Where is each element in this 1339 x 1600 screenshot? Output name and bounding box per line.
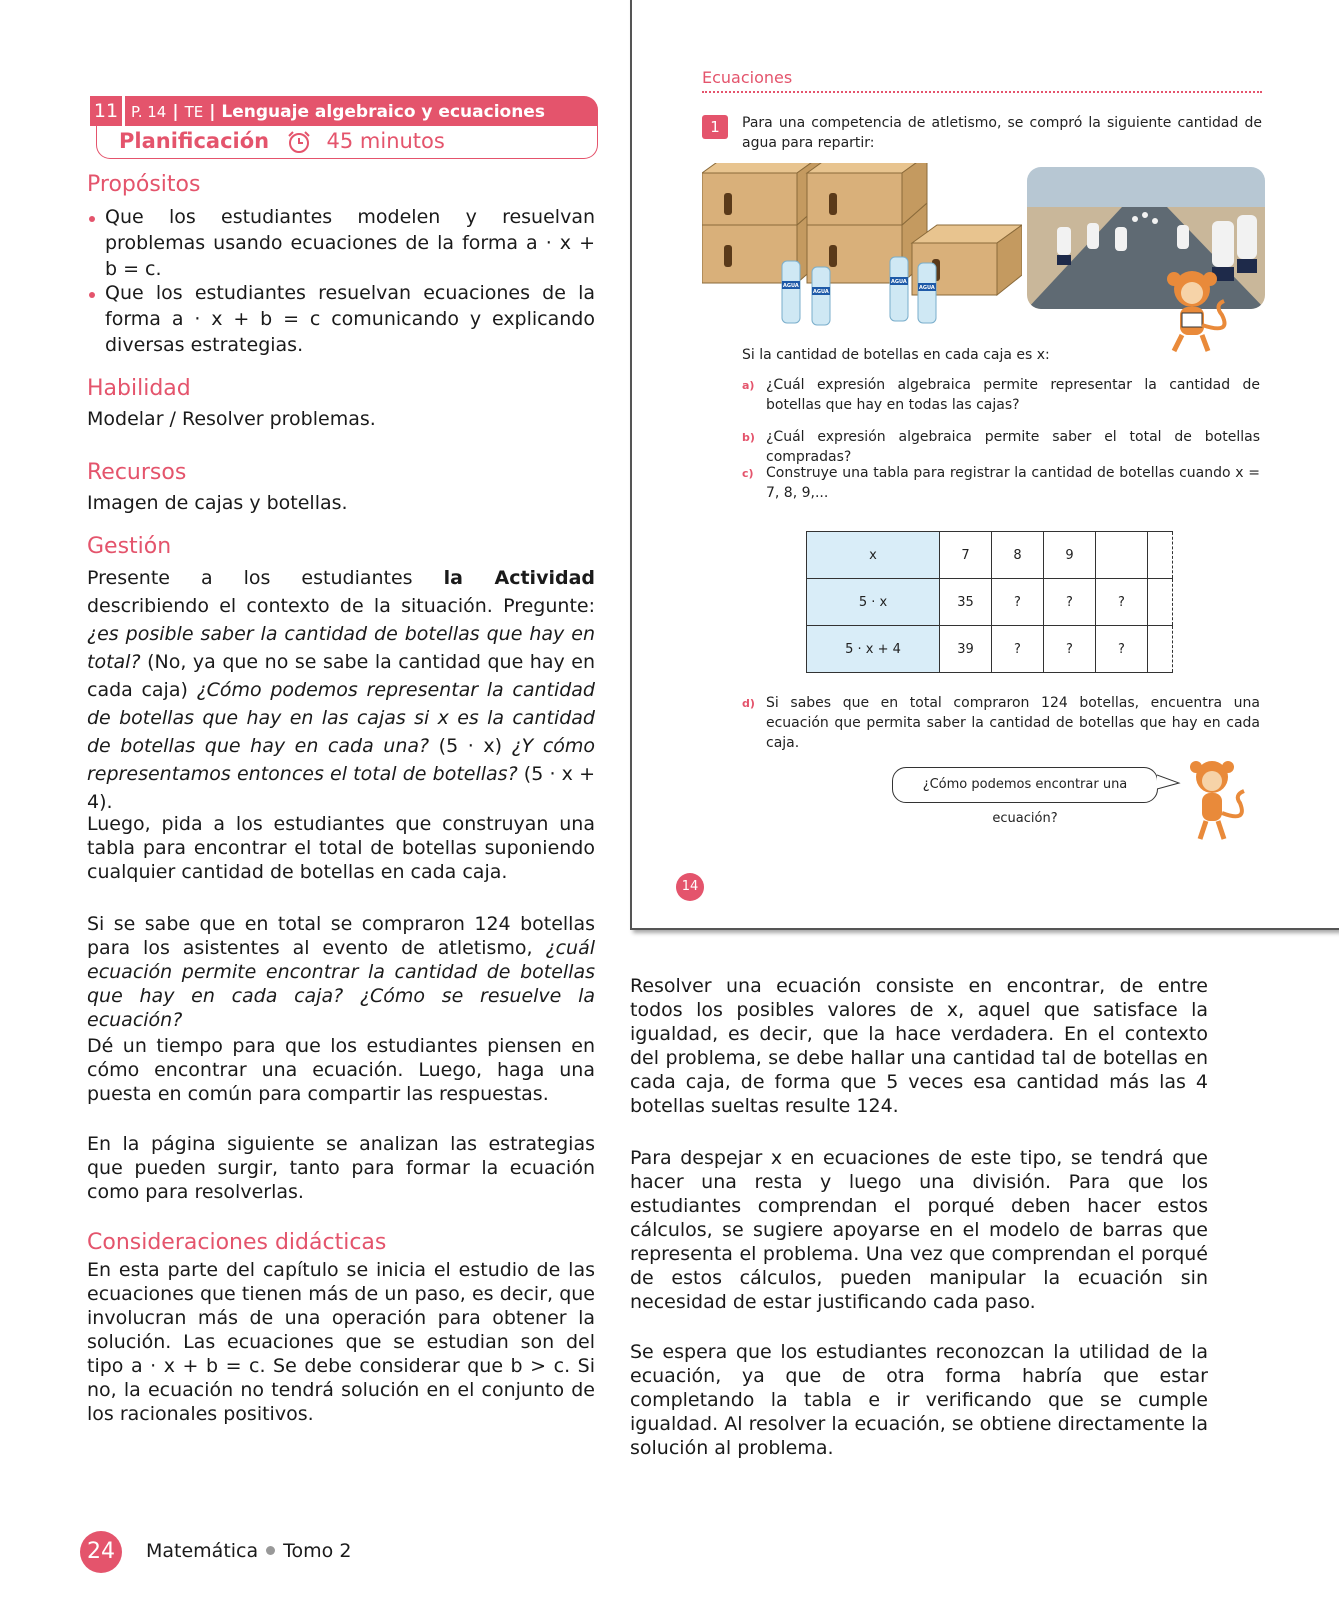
- table-cell: 9: [1044, 532, 1096, 579]
- table-cell: 5 · x: [807, 579, 940, 626]
- gestion-title: Gestión: [87, 534, 172, 559]
- activity-intro: Para una competencia de atletismo, se compró la siguiente cantidad de agua para repartir:: [742, 115, 1262, 151]
- question-c: c) Construye una tabla para registrar la cantidad de botellas cuando x = 7, 8, 9,...: [742, 465, 1260, 501]
- table-cell: [1148, 532, 1173, 579]
- lesson-number: 11: [90, 96, 125, 126]
- gestion-paragraph-2: Luego, pida a los estudiantes que construyan una tabla para encontrar el total de botellas suponiendo cualquier cantidad de botellas en cada caja.: [87, 813, 595, 883]
- lesson-topic: Lenguaje algebraico y ecuaciones: [221, 102, 545, 122]
- bottle-label: AGUA: [783, 283, 799, 289]
- duration: 45 minutos: [326, 129, 445, 153]
- table-cell: ?: [1096, 626, 1148, 673]
- dotted-divider: [702, 91, 1262, 93]
- habilidad-title: Habilidad: [87, 376, 191, 401]
- book-title: Matemática Tomo 2: [146, 1540, 352, 1562]
- table-cell: 39: [940, 626, 992, 673]
- gestion-paragraph-5: En la página siguiente se analizan las estrategias que pueden surgir, tanto para formar la ecuación como para resolverlas.: [87, 1133, 595, 1203]
- student-page-preview: [630, 0, 1339, 930]
- table-cell: 7: [940, 532, 992, 579]
- gestion-paragraph-1: Presente a los estudiantes la Actividad describiendo el contexto de la situación. Pregunte: ¿es posible saber la cantidad de botellas que hay en total? (No, ya que no se sabe la cantidad que hay en cada caja) ¿Cómo podemos representar la cantidad de botellas que hay en las cajas si x es la cantidad de botellas que hay en cada una? (5 · x) ¿Y cómo representamos entonces el total de botellas? (5 · x + 4).: [87, 567, 596, 813]
- lesson-header: [90, 96, 598, 160]
- recursos-title: Recursos: [87, 460, 187, 485]
- table-cell: 8: [992, 532, 1044, 579]
- table-cell: [1148, 626, 1173, 673]
- monkey-mascot-icon: [1152, 265, 1262, 359]
- consideraciones-title: Consideraciones didácticas: [87, 1230, 387, 1255]
- activity-number: 1: [702, 115, 728, 139]
- table-cell: ?: [992, 579, 1044, 626]
- right-paragraph-3: Se espera que los estudiantes reconozcan la utilidad de la ecuación, ya que de otra forma habría que estar completando la tabla e ir verificando que se cumple igualdad. Al resolver la ecuación, se obtiene directamente la solución al problema.: [630, 1341, 1208, 1459]
- right-paragraph-2: Para despejar x en ecuaciones de este tipo, se tendrá que hacer una resta y luego una división. Para que los estudiantes comprendan el porqué deben hacer estos cálculos, se sugiere apoyarse en el modelo de barras que representa el problema. Una vez que comprendan el porqué de estos cálculos, pueden manipular la ecuación sin necesidad de estar justificando cada paso.: [630, 1147, 1208, 1313]
- table-cell: ?: [1044, 626, 1096, 673]
- page-ref: P. 14: [131, 103, 167, 121]
- bottle-label: AGUA: [919, 285, 935, 291]
- gestion-paragraph-3: Si se sabe que en total se compraron 124 botellas para los asistentes al evento de atletismo, ¿cuál ecuación permite encontrar la cantidad de botellas que hay en cada caja? ¿Cómo se resuelve la ecuación?: [87, 913, 595, 1031]
- habilidad-text: Modelar / Resolver problemas.: [87, 408, 376, 430]
- bottles-table: [806, 531, 1173, 673]
- table-cell: 5 · x + 4: [807, 626, 940, 673]
- bottle-label: AGUA: [891, 279, 907, 285]
- bottle-label: AGUA: [813, 289, 829, 295]
- monkey-mascot-icon: [1184, 757, 1254, 847]
- alarm-clock-icon: [286, 129, 312, 155]
- table-cell: x: [807, 532, 940, 579]
- right-paragraph-1: Resolver una ecuación consiste en encontrar, de entre todos los posibles valores de x, aquel que satisface la igualdad, es decir, que la hace verdadera. En el contexto del problema, se debe hallar una cantidad tal de botellas en cada caja, de forma que 5 veces esa cantidad más las 4 botellas sueltas resulte 124.: [630, 975, 1208, 1117]
- table-row: [807, 579, 1173, 626]
- table-row: [807, 626, 1173, 673]
- student-section-title: Ecuaciones: [702, 68, 793, 87]
- lesson-header-top: 11 P. 14 | TE | Lenguaje algebraico y ecuaciones: [90, 96, 598, 126]
- table-cell: [1096, 532, 1148, 579]
- recursos-text: Imagen de cajas y botellas.: [87, 492, 348, 514]
- student-page-number: 14: [676, 873, 704, 901]
- question-b: b) ¿Cuál expresión algebraica permite saber el total de botellas compradas?: [742, 429, 1260, 465]
- question-d: d) Si sabes que en total compraron 124 botellas, encuentra una ecuación que permita saber la cantidad de botellas que hay en cada caja.: [742, 695, 1260, 751]
- consideraciones-text: En esta parte del capítulo se inicia el estudio de las ecuaciones que tienen más de un paso, es decir, que involucran más de una operación para obtener la solución. Las ecuaciones que se estudian son del tipo a · x + b = c. Se debe considerar que b > c. Si no, la ecuación no tendrá solución en el conjunto de los racionales positivos.: [87, 1259, 595, 1425]
- bubble-tail-icon: [1157, 773, 1181, 797]
- speech-bubble: ¿Cómo podemos encontrar una ecuación?: [892, 767, 1158, 803]
- planning-label: Planificación: [119, 129, 270, 153]
- proposito-item: Que los estudiantes modelen y resuelvan problemas usando ecuaciones de la forma a · x + b = c.: [87, 204, 595, 282]
- boxes-and-bottles-illustration: [702, 163, 1022, 333]
- page-number: 24: [80, 1531, 122, 1573]
- gestion-paragraph-4: Dé un tiempo para que los estudiantes piensen en cómo encontrar una ecuación. Luego, haga una puesta en común para compartir las respuestas.: [87, 1035, 595, 1105]
- question-a: a) ¿Cuál expresión algebraica permite representar la cantidad de botellas que hay en todas las cajas?: [742, 377, 1260, 413]
- table-row: [807, 532, 1173, 579]
- proposito-item: Que los estudiantes resuelvan ecuaciones de la forma a · x + b = c comunicando y explicando diversas estrategias.: [87, 280, 595, 358]
- given-statement: Si la cantidad de botellas en cada caja es x:: [742, 347, 1050, 363]
- table-cell: ?: [1044, 579, 1096, 626]
- propositos-title: Propósitos: [87, 172, 201, 197]
- table-cell: ?: [1096, 579, 1148, 626]
- te-label: TE: [184, 103, 204, 121]
- table-cell: [1148, 579, 1173, 626]
- planning-row: [96, 126, 598, 159]
- table-cell: 35: [940, 579, 992, 626]
- table-cell: ?: [992, 626, 1044, 673]
